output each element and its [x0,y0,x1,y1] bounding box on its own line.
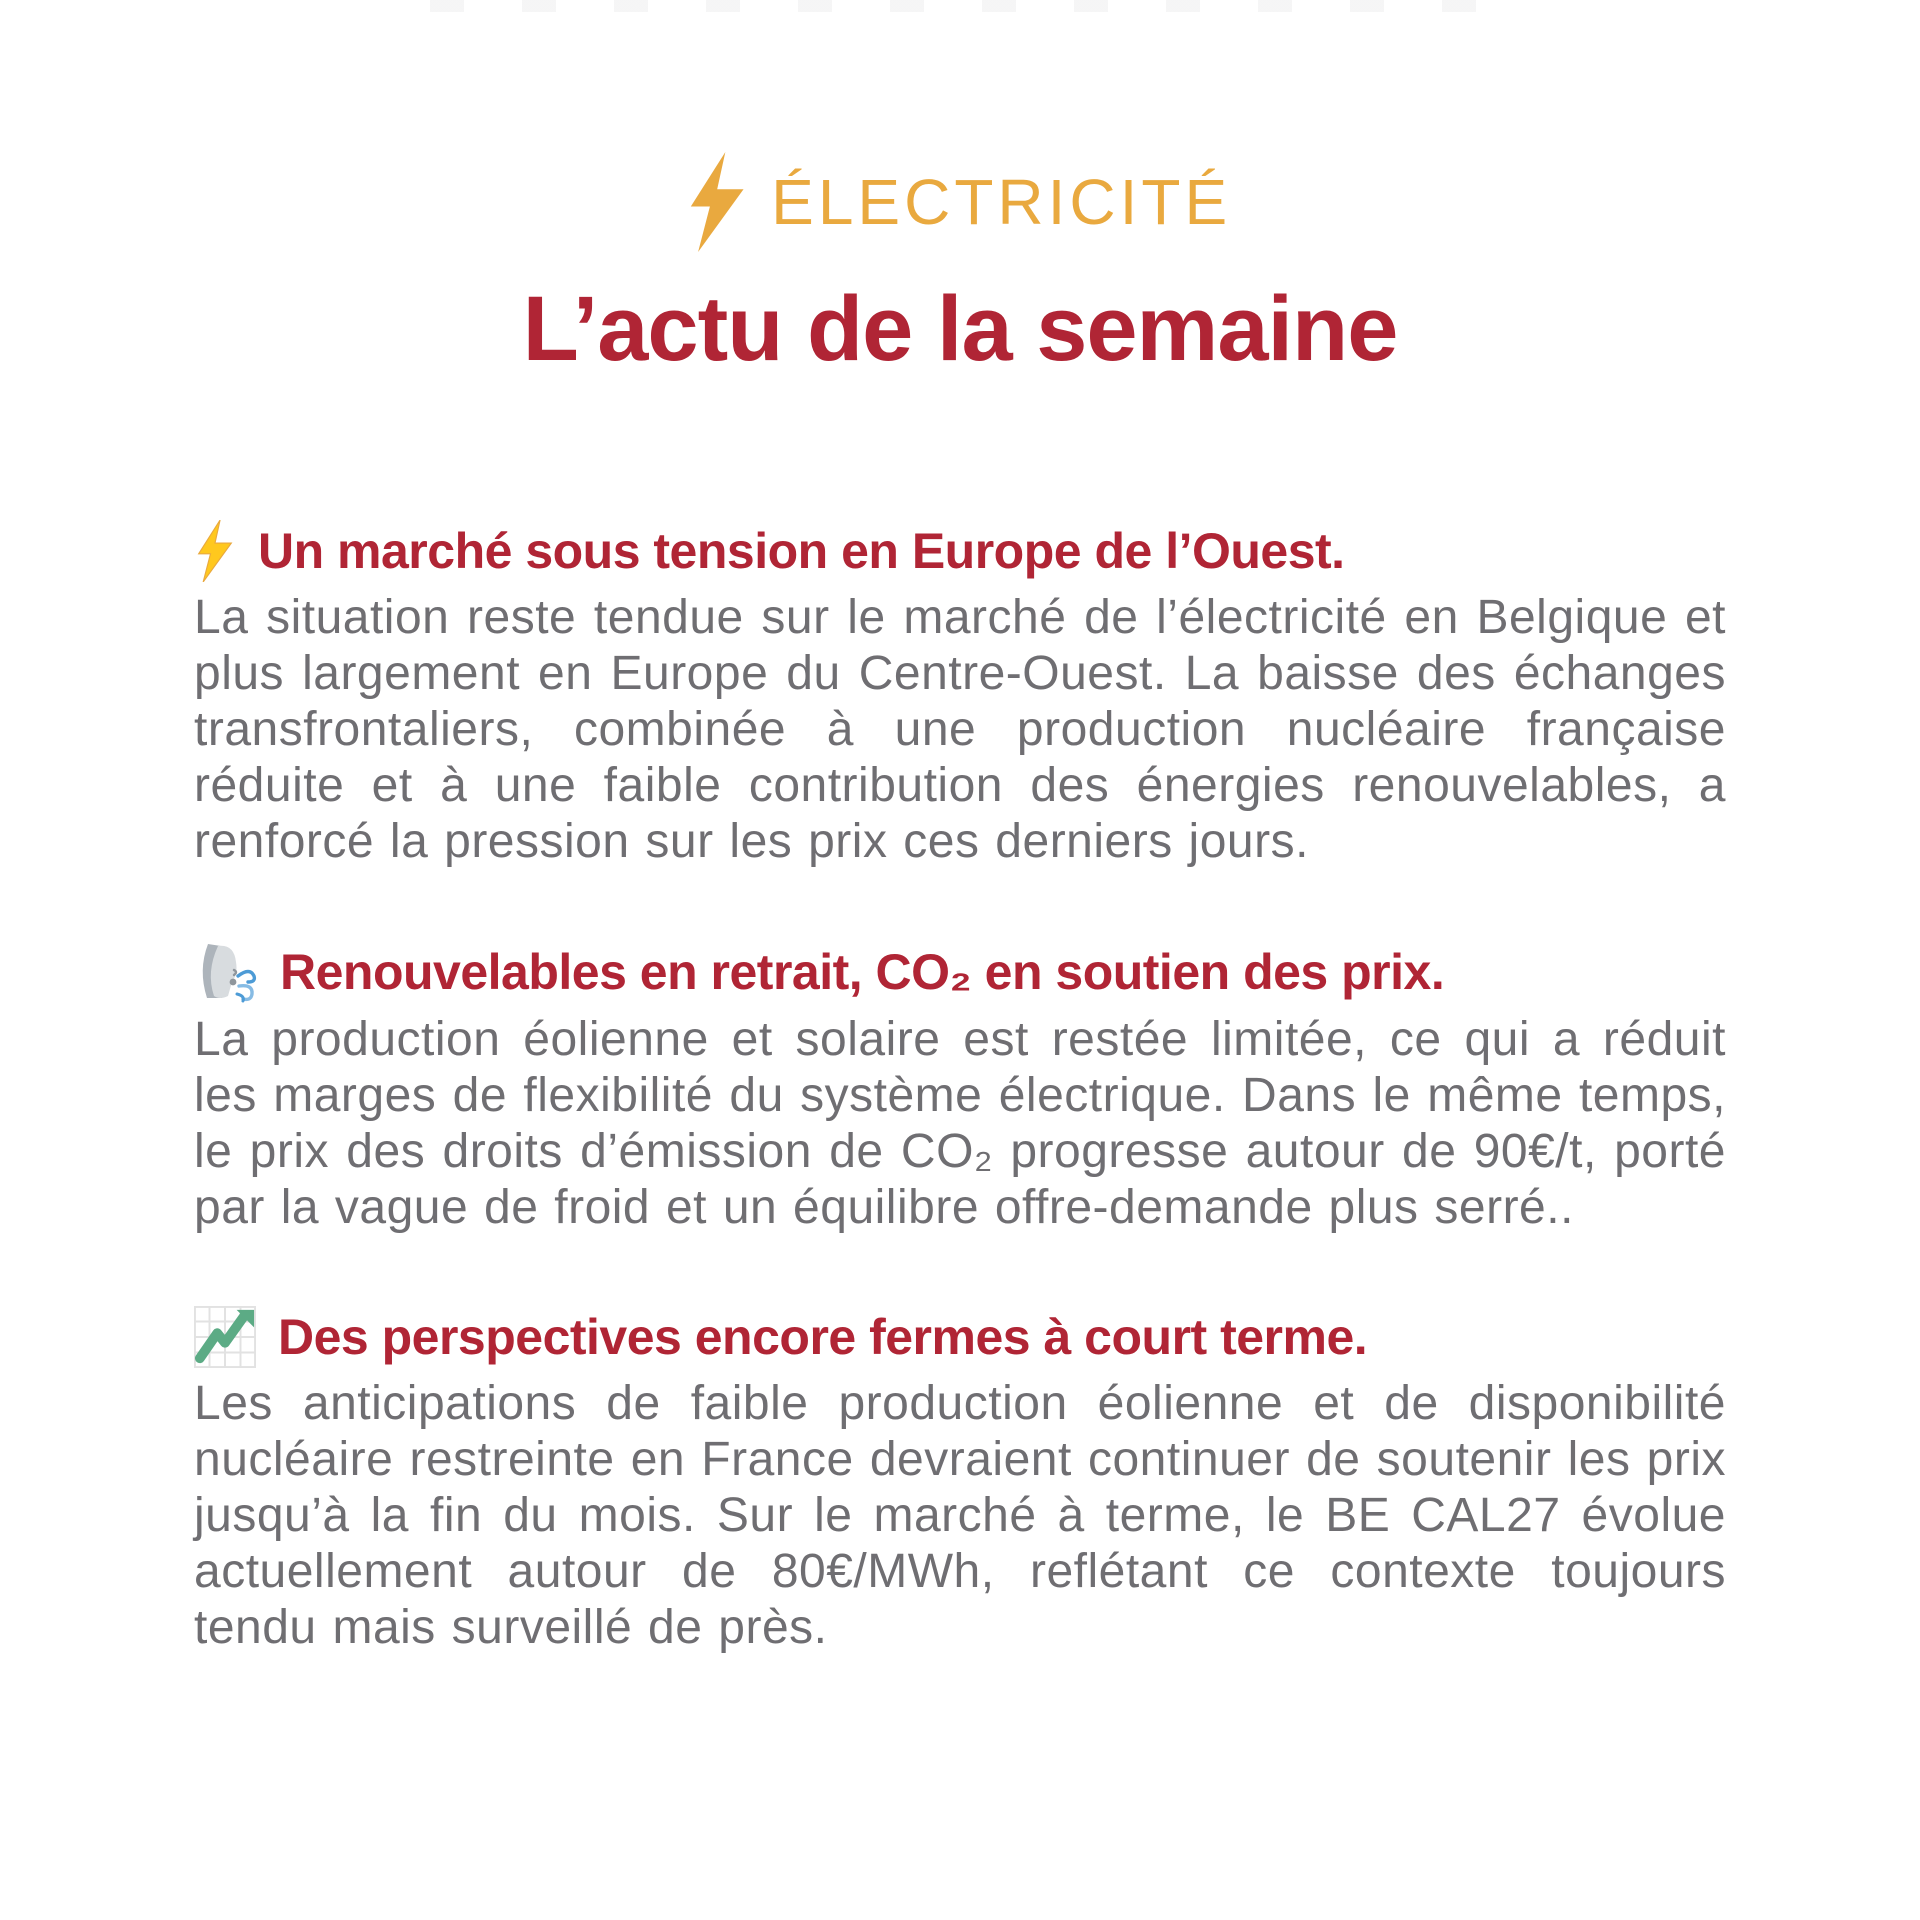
wind-face-icon [194,940,258,1004]
section-body-text: La situation reste tendue sur le marché de l’électricité en Belgique et plus largement en Europe du Centre-Ouest. La baisse des échanges transfrontaliers, combinée à une production nucléaire française réduite et à une faible contribution des énergies renouvelables, a renforcé la pression sur les prix ces derniers jours. [194,591,1726,868]
header [0,0,1920,380]
section-heading-text: Renouvelables en retrait, CO₂ en soutien des prix. [280,944,1445,1000]
section-outlook [194,1306,1726,1656]
chart-increasing-icon [194,1306,256,1368]
section-renewables-co2 [194,940,1726,1236]
high-voltage-icon [194,520,236,582]
cropped-text-remnant [430,0,1480,12]
section-heading [194,1306,1726,1368]
section-market-tension [194,520,1726,870]
content [194,520,1726,1726]
kicker [689,152,1231,252]
page-title: L’actu de la semaine [522,278,1398,380]
kicker-label: ÉLECTRICITÉ [771,166,1232,238]
section-heading [194,520,1726,582]
lightning-bolt-icon [689,152,745,252]
section-heading-text: Un marché sous tension en Europe de l’Ouest. [258,523,1345,579]
section-heading [194,940,1726,1004]
section-body-text: La production éolienne et solaire est restée limitée, ce qui a réduit les marges de flexibilité du système électrique. Dans le même temps, le prix des droits d’émission de CO₂ progresse autour de 90€/t, porté par la vague de froid et un équilibre offre-demande plus serré.. [194,1013,1726,1234]
section-heading-text: Des perspectives encore fermes à court terme. [278,1309,1368,1365]
section-body-text: Les anticipations de faible production éolienne et de disponibilité nucléaire restreinte en France devraient continuer de soutenir les prix jusqu’à la fin du mois. Sur le marché à terme, le BE CAL27 évolue actuellement autour de 80€/MWh, reflétant ce contexte toujours tendu mais surveillé de près. [194,1377,1726,1654]
